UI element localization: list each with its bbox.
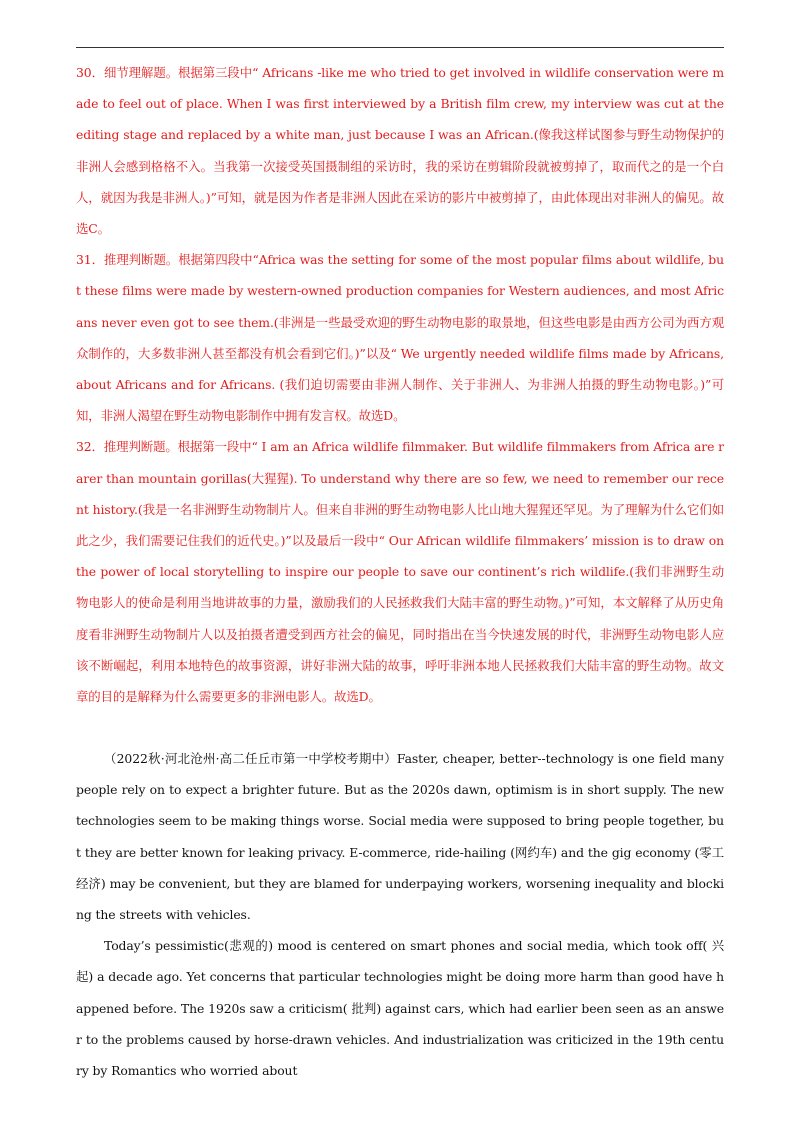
passage-source: （2022秋·河北沧州·高二任丘市第一中学校考期中） bbox=[104, 751, 397, 766]
answer-31 bbox=[76, 244, 724, 431]
answer-text: 推理判断题。根据第四段中“Africa was the setting for some of the most popular films about wildlife, but these films were made by western-owned production companies for Western audiences, and most Africans never even got to see them.(非洲是一些最受欢迎的野生动物电影的取景地，但这些电影是由西方公司为西方观众制作的，大多数非洲人甚至都没有机会看到它们。)”以及“ We urgently needed wildlife films made by Africans, about Africans and for Africans. (我们迫切需要由非洲人制作、关于非洲人、为非洲人拍摄的野生动物电影。)”可知，非洲人渴望在野生动物电影制作中拥有发言权。故选D。 bbox=[76, 252, 724, 424]
answer-number: 30． bbox=[76, 65, 104, 80]
passage-paragraph-1 bbox=[76, 743, 724, 930]
answer-text: 细节理解题。根据第三段中“ Africans -like me who tried to get involved in wildlife conservation were made to feel out of place. When I was first interviewed by a British film crew, my interview was cut at the editing stage and replaced by a white man, just because I was an African.(像我这样试图参与野生动物保护的非洲人会感到格格不入。当我第一次接受英国摄制组的采访时，我的采访在剪辑阶段就被剪掉了，取而代之的是一个白人，就因为我是非洲人。)”可知，就是因为作者是非洲人因此在采访的影片中被剪掉了，由此体现出对非洲人的偏见。故选C。 bbox=[76, 65, 724, 237]
answer-number: 31． bbox=[76, 252, 105, 268]
answer-number: 32． bbox=[76, 439, 104, 455]
answer-32 bbox=[76, 431, 724, 712]
reading-passage bbox=[76, 743, 724, 1086]
answer-30 bbox=[76, 57, 724, 244]
answer-text: 推理判断题。根据第一段中“ I am an Africa wildlife filmmaker. But wildlife filmmakers from Africa are rarer than mountain gorillas(大猩猩). To understand why there are so few, we need to remember our recent history.(我是一名非洲野生动物制片人。但来自非洲的野生动物电影人比山地大猩猩还罕见。为了理解为什么它们如此之少，我们需要记住我们的近代史。)”以及最后一段中“ Our African wildlife filmmakers’ mission is to draw on the power of local storytelling to inspire our people to save our continent’s rich wildlife.(我们非洲野生动物电影人的使命是利用当地讲故事的力量，激励我们的人民拯救我们大陆丰富的野生动物。)”可知，本文解释了从历史角度看非洲野生动物制片人以及拍摄者遭受到西方社会的偏见，同时指出在当今快速发展的时代，非洲野生动物电影人应该不断崛起，利用本地特色的故事资源，讲好非洲大陆的故事，呼吁非洲本地人民拯救我们大陆丰富的野生动物。故文章的目的是解释为什么需要更多的非洲电影人。故选D。 bbox=[76, 439, 724, 705]
paragraph-text: Faster, cheaper, better--technology is one field many people rely on to expect a brighter future. But as the 2020s dawn, optimism is in short supply. The new technologies seem to be making things worse. Social media were supposed to bring people together, but they are better known for leaking privacy. E-commerce, ride-hailing (网约车) and the gig economy (零工经济) may be convenient, but they are blamed for underpaying workers, worsening inequality and blocking the streets with vehicles. bbox=[76, 751, 724, 923]
passage-paragraph-2 bbox=[76, 930, 724, 1086]
paragraph-text: Today’s pessimistic(悲观的) mood is centered on smart phones and social media, which took off( 兴起) a decade ago. Yet concerns that particular technologies might be doing more harm than good have happened before. The 1920s saw a criticism( 批判) against cars, which had earlier been seen as an answer to the problems caused by horse-drawn vehicles. And industrialization was criticized in the 19th century by Romantics who worried about bbox=[76, 938, 724, 1079]
header-rule bbox=[76, 47, 724, 48]
answer-explanations bbox=[76, 57, 724, 712]
